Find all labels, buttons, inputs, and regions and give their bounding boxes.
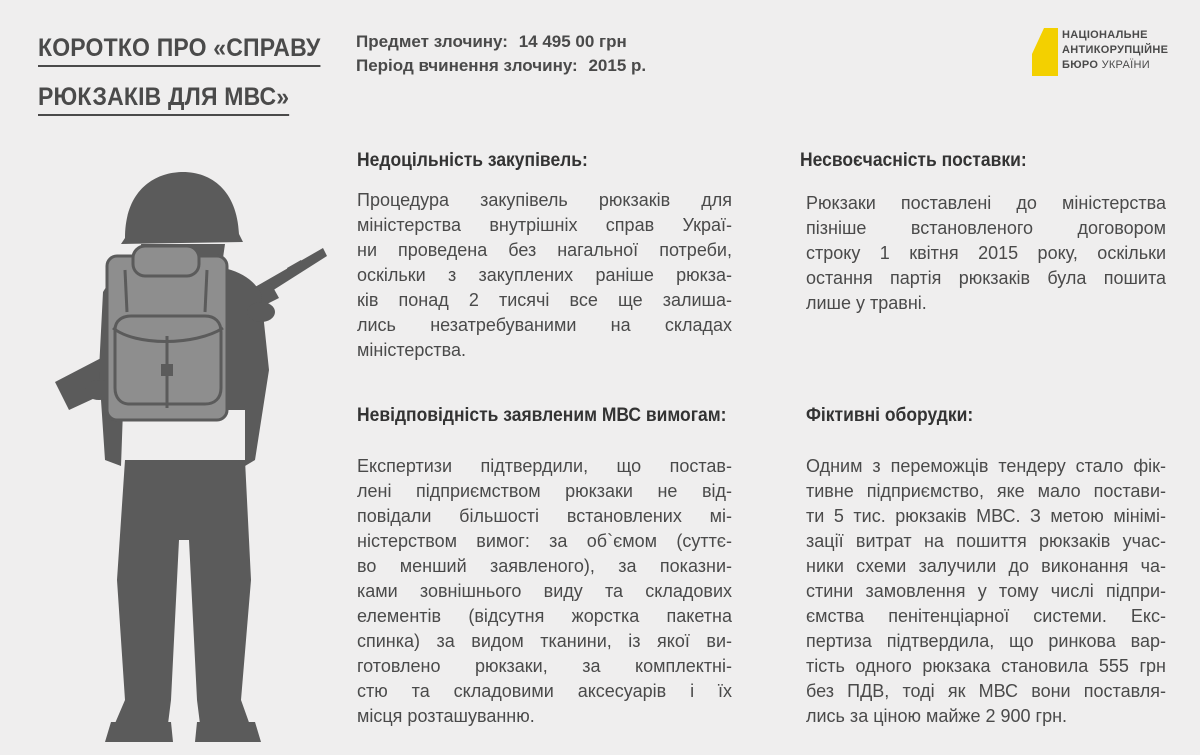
- para-line: лені підприємством рюкзаки не від-: [357, 481, 732, 501]
- para-line: ємства пенітенціарної системи. Екс-: [806, 606, 1166, 626]
- soldier-with-backpack-icon: [55, 160, 335, 755]
- para-line: стю та складовими аксесуарів і їх: [357, 681, 732, 701]
- para-line: ками зовнішнього виду та складових: [357, 581, 732, 601]
- para-line: без ПДВ, тоді як МВС вони поставля-: [806, 681, 1166, 701]
- para-line: ники схеми залучили до виконання ча-: [806, 556, 1166, 576]
- para-line: Експертизи підтвердили, що постав-: [357, 456, 732, 476]
- para-line: ни проведена без нагальної потреби,: [357, 240, 732, 260]
- para-line: лись за ціною майже 2 900 грн.: [806, 706, 1068, 726]
- para-line: міністерства.: [357, 340, 466, 360]
- page-title: [38, 26, 338, 124]
- logo-line-3-light: УКРАЇНИ: [1101, 59, 1150, 71]
- heading-inefficiency: Недоцільність закупівель:: [357, 150, 588, 171]
- nabu-logo: [1032, 28, 1182, 78]
- logo-text: [1062, 28, 1168, 73]
- backpack-icon: [107, 246, 227, 420]
- heading-noncompliance: Невідповідність заявленим МВС вимогам:: [357, 405, 727, 426]
- period-row: [356, 54, 652, 78]
- logo-line-3-bold: БЮРО: [1062, 59, 1099, 71]
- para-line: лись незатребуваними на складах: [357, 315, 732, 335]
- para-line: Одним з переможців тендеру стало фік-: [806, 456, 1166, 476]
- para-line: міністерства внутрішніх справ Украї-: [357, 215, 732, 235]
- period-label: Період вчинення злочину:: [356, 56, 578, 75]
- logo-line-3: [1062, 58, 1168, 73]
- para-line: тість одного рюкзака становила 555 грн: [806, 656, 1166, 676]
- para-line: остання партія рюкзаків була пошита: [806, 268, 1166, 288]
- period-value: 2015 р.: [588, 56, 647, 75]
- heading-fictitious: Фіктивні оборудки:: [806, 405, 974, 426]
- para-line: оскільки з закуплених раніше рюкза-: [357, 265, 732, 285]
- paragraph-fictitious: [806, 454, 1166, 729]
- para-line: тивне підприємство, яке мало постави-: [806, 481, 1166, 501]
- para-line: зації витрат на пошиття рюкзаків учас-: [806, 531, 1166, 551]
- para-line: лише у травні.: [806, 293, 927, 313]
- title-line-1: КОРОТКО ПРО «СПРАВУ: [38, 31, 320, 67]
- para-line: повідали більшості встановлених мі-: [357, 506, 732, 526]
- logo-line-1: НАЦІОНАЛЬНЕ: [1062, 29, 1148, 41]
- paragraph-inefficiency: [357, 188, 732, 363]
- subject-label: Предмет злочину:: [356, 32, 508, 51]
- case-info: [356, 30, 652, 78]
- para-line: Рюкзаки поставлені до міністерства: [806, 193, 1166, 213]
- para-line: ти 5 тис. рюкзаків МВС. З метою мінімі-: [806, 506, 1166, 526]
- title-line-2: РЮКЗАКІВ ДЛЯ МВС»: [38, 80, 289, 116]
- heading-late-delivery: Несвоєчасність поставки:: [800, 150, 1027, 171]
- para-line: стини замовлення у тому числі підпри-: [806, 581, 1166, 601]
- logo-line-2: АНТИКОРУПЦІЙНЕ: [1062, 44, 1169, 56]
- para-line: елементів (відсутня жорстка пакетна: [357, 606, 732, 626]
- subject-value: 14 495 00 грн: [518, 32, 627, 51]
- para-line: ністерством вимог: за об`ємом (суттє-: [357, 531, 732, 551]
- para-line: готовлено рюкзаки, за комплектні-: [357, 656, 732, 676]
- para-line: пізніше встановленого договором: [806, 218, 1166, 238]
- para-line: місця розташуванню.: [357, 706, 535, 726]
- para-line: строку 1 квітня 2015 року, оскільки: [806, 243, 1166, 263]
- paragraph-noncompliance: [357, 454, 732, 729]
- nabu-logo-icon: [1032, 28, 1058, 76]
- subject-row: [356, 30, 652, 54]
- paragraph-late-delivery: [806, 191, 1166, 316]
- para-line: спинка) за видом тканини, із якої ви-: [357, 631, 732, 651]
- para-line: ків понад 2 тисячі все ще залиша-: [357, 290, 732, 310]
- para-line: во менший заявленого), за показни-: [357, 556, 732, 576]
- para-line: Процедура закупівель рюкзаків для: [357, 190, 732, 210]
- para-line: пертиза підтвердила, що ринкова вар-: [806, 631, 1166, 651]
